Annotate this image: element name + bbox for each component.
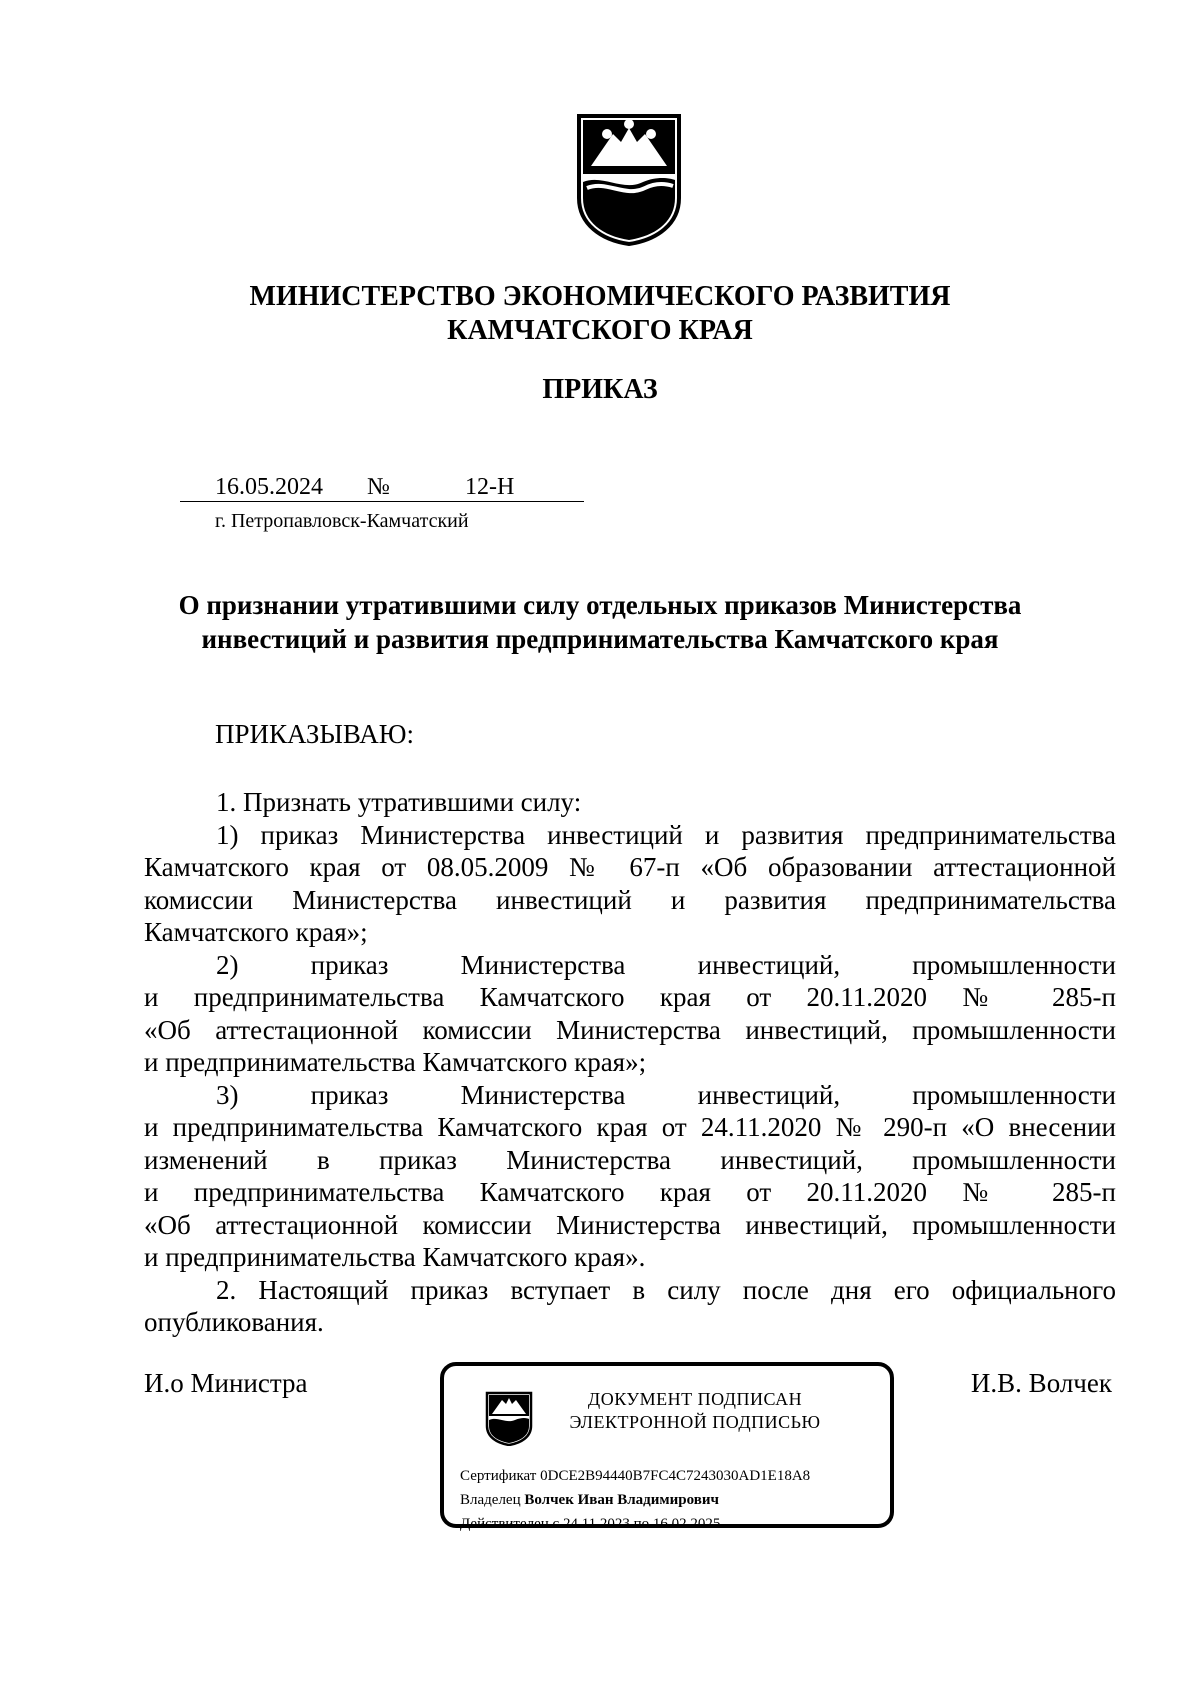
stamp-heading-line-1: ДОКУМЕНТ ПОДПИСАН bbox=[587, 1389, 803, 1409]
paragraph-1-3-line-4: и предпринимательства Камчатского края от 20.11.2020 № 285-п bbox=[144, 1177, 1116, 1207]
paragraph-1-3-line-6: и предпринимательства Камчатского края». bbox=[144, 1242, 646, 1272]
order-subject bbox=[0, 588, 1200, 656]
ministry-line-2: КАМЧАТСКОГО КРАЯ bbox=[447, 315, 753, 346]
paragraph-1-3-line-2: и предпринимательства Камчатского края от 24.11.2020 № 290-п «О внесении bbox=[144, 1112, 1116, 1142]
subject-line-2: инвестиций и развития предпринимательства Камчатского края bbox=[201, 624, 999, 654]
paragraph-1-3-line-1: 3) приказ Министерства инвестиций, промышленности bbox=[216, 1079, 1116, 1110]
stamp-heading bbox=[545, 1388, 845, 1434]
signatory-name: И.В. Волчек bbox=[970, 1368, 1112, 1398]
paragraph-1-2-line-1: 2) приказ Министерства инвестиций, промышленности bbox=[216, 949, 1116, 980]
stamp-owner-value: Волчек Иван Владимирович bbox=[524, 1492, 719, 1508]
stamp-certificate-label: Сертификат bbox=[460, 1468, 537, 1484]
paragraph-1-3-line-3: изменений в приказ Министерства инвестиций, промышленности bbox=[144, 1144, 1116, 1175]
stamp-certificate-value: 0DCE2B94440B7FC4C7243030AD1E18A8 bbox=[540, 1468, 811, 1484]
paragraph-2-line-2: опубликования. bbox=[144, 1307, 324, 1337]
coat-of-arms-emblem bbox=[573, 112, 685, 246]
paragraph-1-1-line-4: Камчатского края»; bbox=[144, 917, 368, 947]
stamp-heading-line-2: ЭЛЕКТРОННОЙ ПОДПИСЬЮ bbox=[569, 1412, 821, 1432]
paragraph-1-2-line-2: и предпринимательства Камчатского края от 20.11.2020 № 285-п bbox=[144, 982, 1116, 1012]
order-word: ПРИКАЗЫВАЮ: bbox=[215, 719, 414, 749]
order-date: 16.05.2024 bbox=[215, 474, 323, 500]
date-number-underline bbox=[180, 501, 584, 502]
ministry-name bbox=[0, 280, 1200, 348]
stamp-owner-label: Владелец bbox=[460, 1492, 521, 1508]
ministry-line-1: МИНИСТЕРСТВО ЭКОНОМИЧЕСКОГО РАЗВИТИЯ bbox=[249, 281, 951, 312]
stamp-certificate bbox=[460, 1468, 810, 1485]
paragraph-1-1-line-3: комиссии Министерства инвестиций и развития предпринимательства bbox=[144, 884, 1116, 915]
stamp-validity: Действителен с 24.11.2023 по 16.02.2025 bbox=[460, 1516, 721, 1532]
paragraph-2-line-1: 2. Настоящий приказ вступает в силу после дня его официального bbox=[216, 1274, 1116, 1305]
paragraph-1: 1. Признать утратившими силу: bbox=[216, 787, 582, 817]
paragraph-1-3-line-5: «Об аттестационной комиссии Министерства инвестиций, промышленности bbox=[144, 1209, 1116, 1240]
order-city: г. Петропавловск-Камчатский bbox=[215, 510, 469, 532]
doc-type-title: ПРИКАЗ bbox=[542, 374, 658, 405]
paragraph-1-2-line-4: и предпринимательства Камчатского края»; bbox=[144, 1047, 647, 1077]
stamp-owner bbox=[460, 1492, 719, 1509]
number-sign: № bbox=[367, 474, 390, 500]
paragraph-1-1-line-1: 1) приказ Министерства инвестиций и развития предпринимательства bbox=[216, 819, 1116, 850]
subject-line-1: О признании утратившими силу отдельных приказов Министерства bbox=[178, 590, 1022, 620]
order-body bbox=[144, 786, 1116, 1339]
order-number: 12-Н bbox=[465, 474, 515, 500]
signatory-role: И.о Министра bbox=[144, 1368, 308, 1398]
paragraph-1-1-line-2: Камчатского края от 08.05.2009 № 67-п «Об образовании аттестационной bbox=[144, 852, 1116, 882]
paragraph-1-2-line-3: «Об аттестационной комиссии Министерства инвестиций, промышленности bbox=[144, 1014, 1116, 1045]
stamp-emblem-icon bbox=[484, 1390, 534, 1446]
